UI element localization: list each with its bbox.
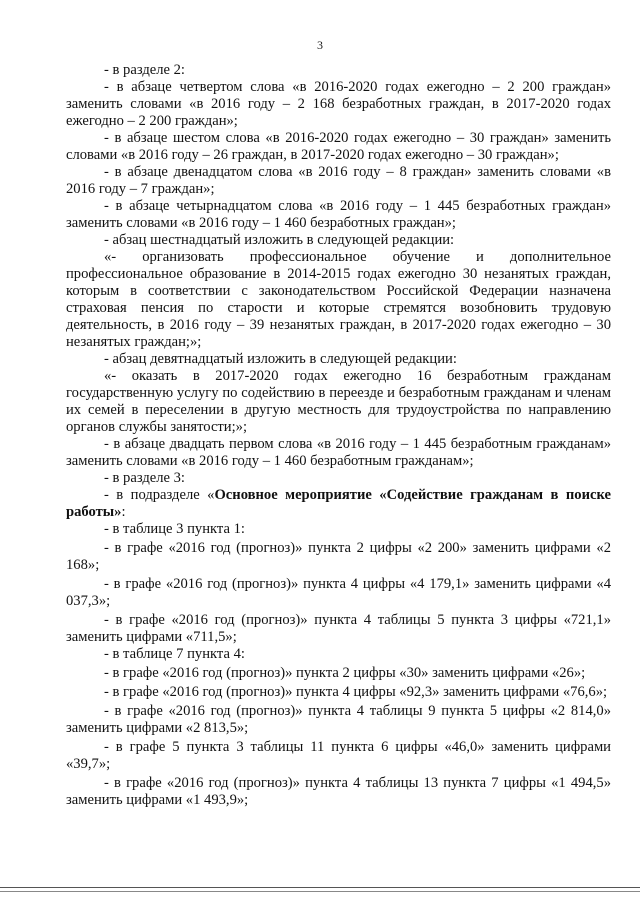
paragraph-section-3: - в разделе 3: xyxy=(104,470,185,486)
paragraph-abzac-16-intro: - абзац шестнадцатый изложить в следующей редакции: xyxy=(104,232,455,248)
paragraph-table-3: - в таблице 3 пункта 1: xyxy=(104,521,245,537)
paragraph-table-3-item-4: - в графе «2016 год (прогноз)» пункта 4 цифры «4 179,1» заменить цифрами «4 037,3»; xyxy=(66,576,611,609)
subsection-title: Основное мероприятие «Содействие гражданам в поиске работы» xyxy=(66,487,611,520)
paragraph-abzac-19-intro: - абзац девятнадцатый изложить в следующей редакции: xyxy=(104,351,457,367)
paragraph-abzac-19-quote: «- оказать в 2017-2020 годах ежегодно 16 безработным гражданам государственную услугу по содействию в переезде и безработным гражданам и членам их семей в переселении в другую местность для трудоустройства по направлению органов службы занятости;»; xyxy=(66,368,611,435)
paragraph-abzac-6: - в абзаце шестом слова «в 2016-2020 годах ежегодно – 30 граждан» заменить словами «в 2016 году – 26 граждан, в 2017-2020 годах ежегодно – 30 граждан»; xyxy=(66,130,611,163)
paragraph-table-11: - в графе 5 пункта 3 таблицы 11 пункта 6 цифры «46,0» заменить цифрами «39,7»; xyxy=(66,739,611,772)
paragraph-abzac-4: - в абзаце четвертом слова «в 2016-2020 годах ежегодно – 2 200 граждан» заменить словами «в 2016 году – 2 168 безработных граждан, в 2017-2020 годах ежегодно – 2 200 граждан»; xyxy=(66,79,611,129)
paragraph-subsection xyxy=(66,487,611,521)
paragraph-abzac-14: - в абзаце четырнадцатом слова «в 2016 году – 1 445 безработных граждан» заменить словами «в 2016 году – 1 460 безработных граждан»; xyxy=(66,198,611,231)
paragraph-abzac-16-quote: «- организовать профессиональное обучение и дополнительное профессиональное образование в 2014-2015 годах ежегодно 30 незанятых граждан, которым в соответствии с законодательством Российской Федерации назначена страховая пенсия по старости и которые стремятся возобновить трудовую деятельность, в 2016 году – 39 незанятых граждан, в 2017-2020 годах ежегодно – 30 незанятых граждан;»; xyxy=(66,249,611,350)
paragraph-section-2: - в разделе 2: xyxy=(104,62,185,78)
paragraph-table-7: - в таблице 7 пункта 4: xyxy=(104,646,245,662)
paragraph-table-7-item-4: - в графе «2016 год (прогноз)» пункта 4 цифры «92,3» заменить цифрами «76,6»; xyxy=(104,684,608,700)
subsection-suffix: : xyxy=(121,504,126,520)
paragraph-abzac-21: - в абзаце двадцать первом слова «в 2016 году – 1 445 безработным гражданам» заменить словами «в 2016 году – 1 460 безработным гражданам»; xyxy=(66,436,611,469)
paragraph-table-9: - в графе «2016 год (прогноз)» пункта 4 таблицы 9 пункта 5 цифры «2 814,0» заменить цифрами «2 813,5»; xyxy=(66,703,611,736)
paragraph-abzac-12: - в абзаце двенадцатом слова «в 2016 году – 8 граждан» заменить словами «в 2016 году – 7 граждан»; xyxy=(66,164,611,197)
paragraph-table-13: - в графе «2016 год (прогноз)» пункта 4 таблицы 13 пункта 7 цифры «1 494,5» заменить цифрами «1 493,9»; xyxy=(66,775,611,808)
scan-edge-line-secondary xyxy=(0,891,640,892)
paragraph-table-5: - в графе «2016 год (прогноз)» пункта 4 таблицы 5 пункта 3 цифры «721,1» заменить цифрами «711,5»; xyxy=(66,612,611,645)
subsection-prefix: - в подразделе « xyxy=(104,487,215,503)
document-body xyxy=(66,62,611,809)
page-number: 3 xyxy=(317,38,323,52)
paragraph-table-3-item-2: - в графе «2016 год (прогноз)» пункта 2 цифры «2 200» заменить цифрами «2 168»; xyxy=(66,540,611,573)
scan-edge-line xyxy=(0,887,640,888)
paragraph-table-7-item-2: - в графе «2016 год (прогноз)» пункта 2 цифры «30» заменить цифрами «26»; xyxy=(104,665,586,681)
